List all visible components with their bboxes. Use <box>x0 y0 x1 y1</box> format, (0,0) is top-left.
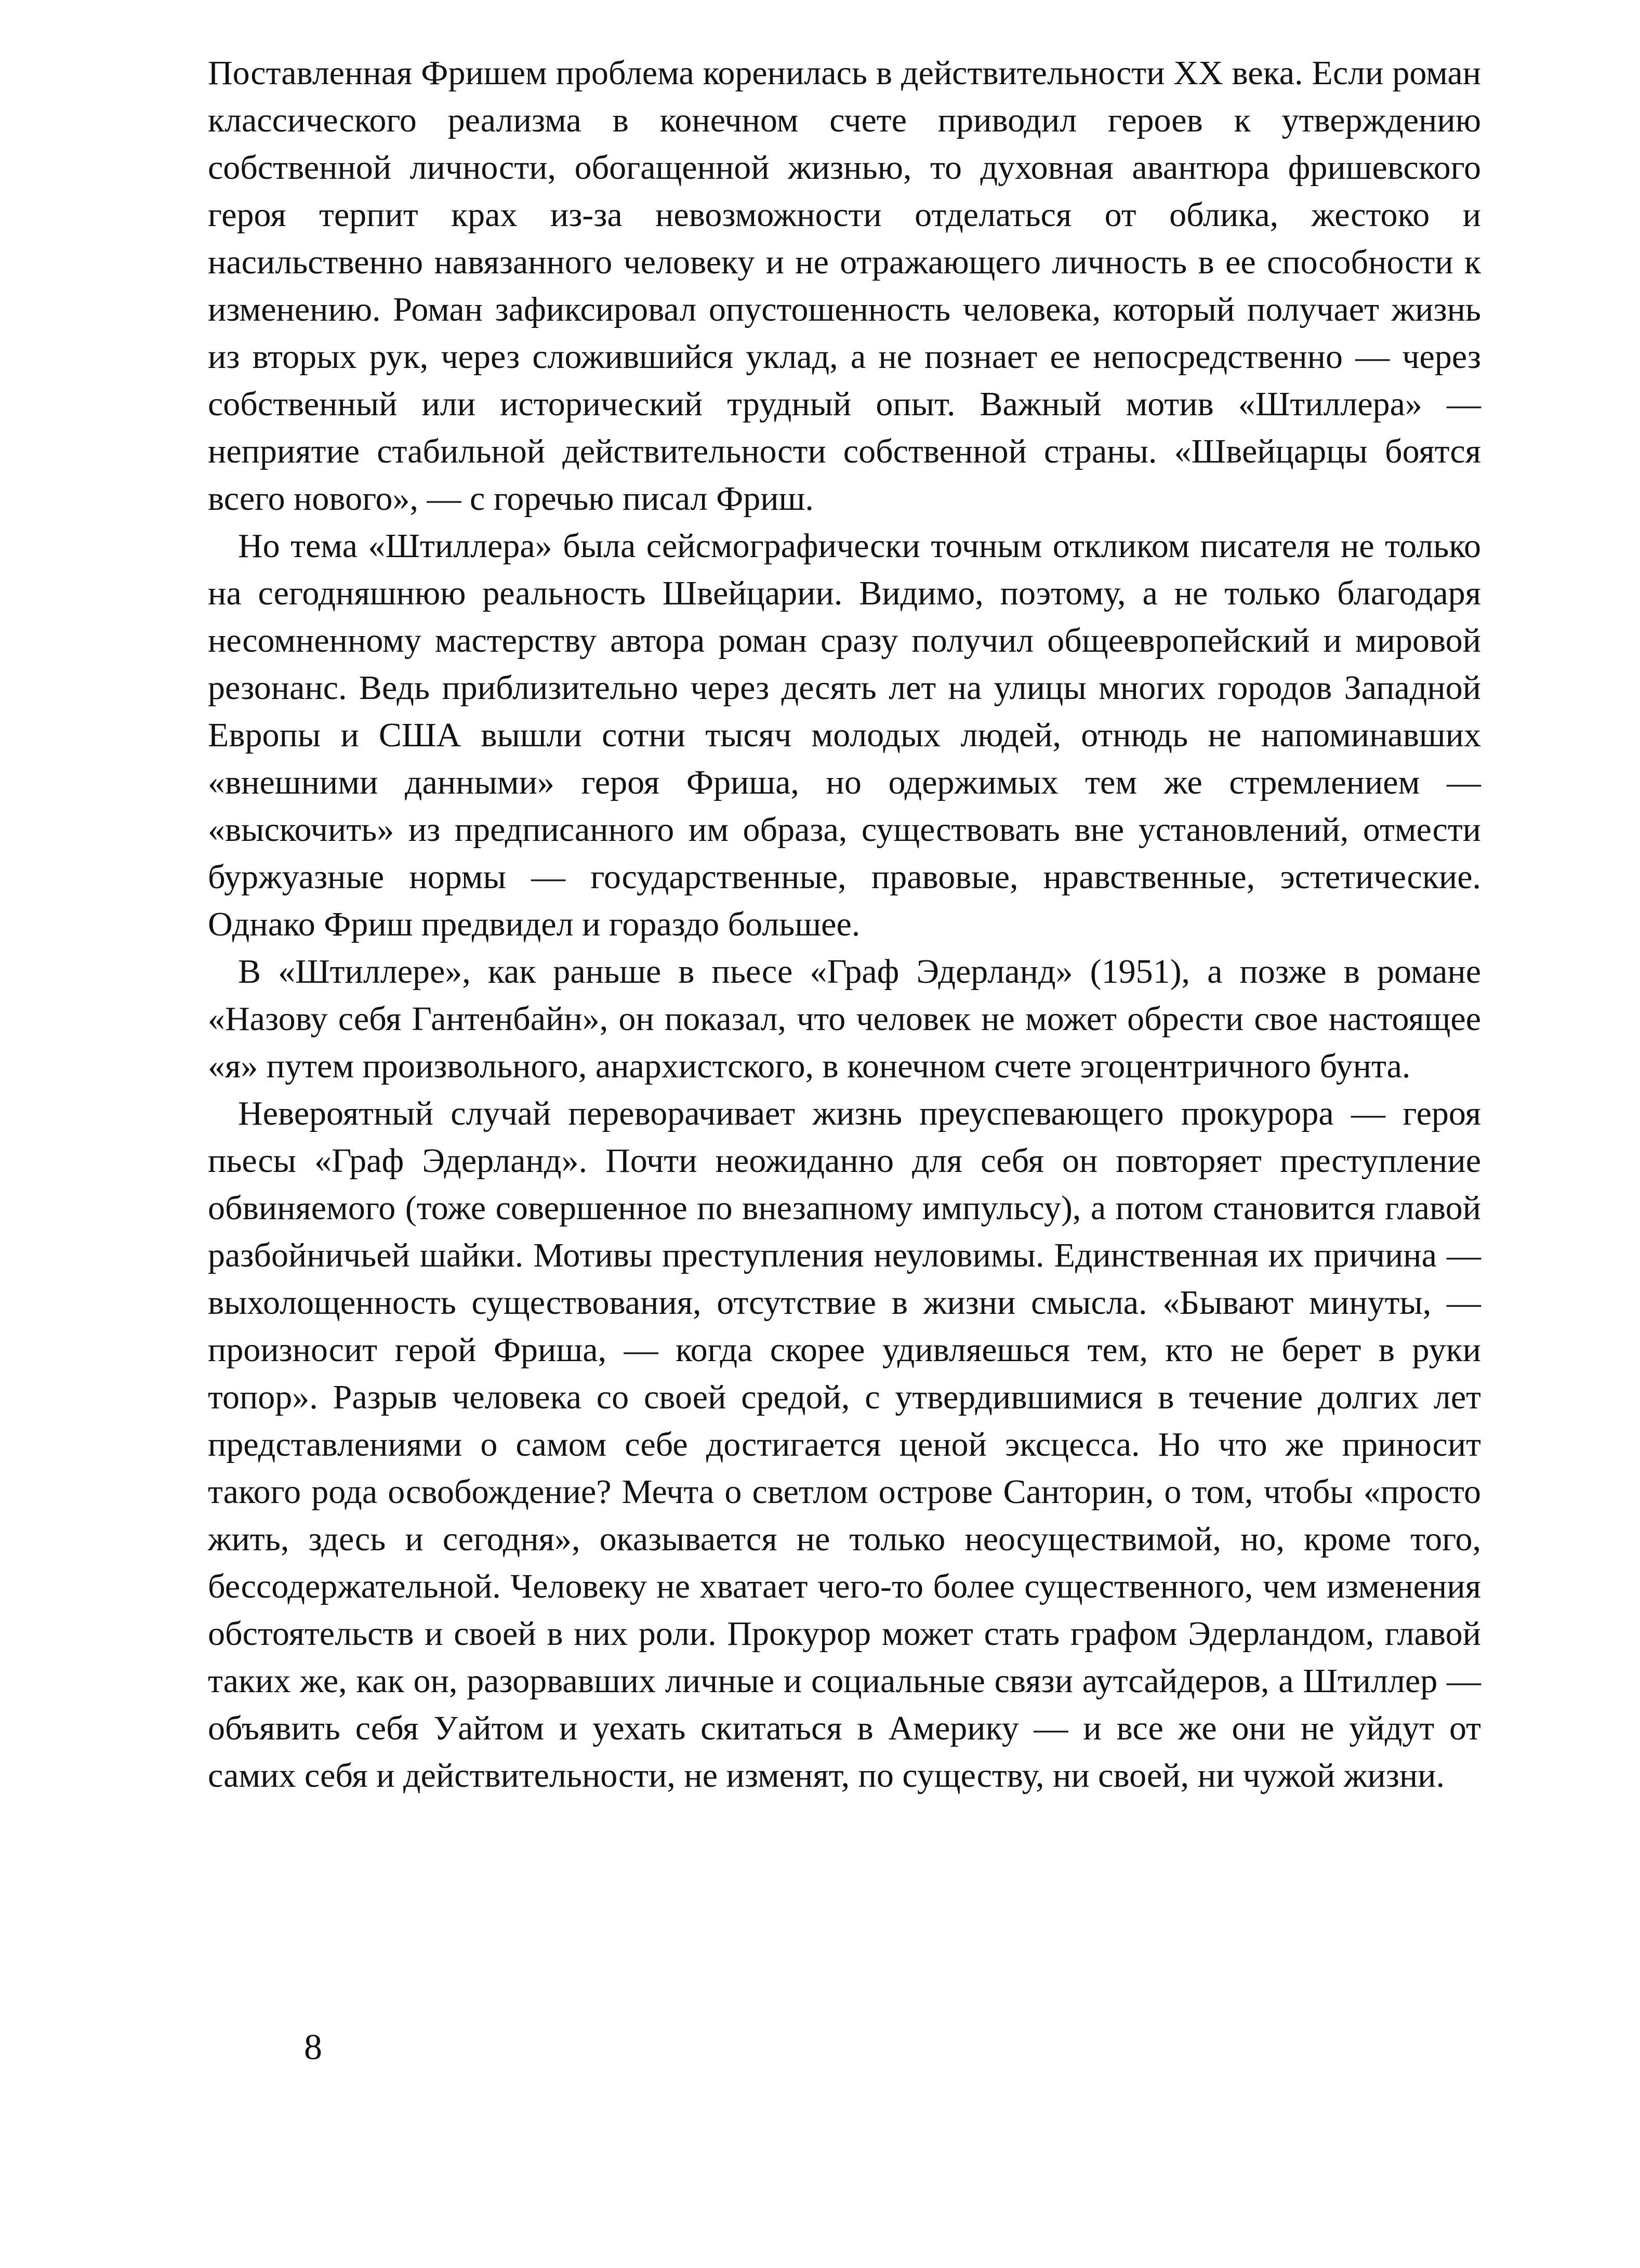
paragraph-1: Поставленная Фришем проблема коренилась в действительности XX века. Если роман классического реализма в конечном счете приводил героев к утверждению собственной личности, обогащенной жизнью, то духовная авантюра фришевского героя терпит крах из-за невозможности отделаться от облика, жестоко и насильственно навязанного человеку и не отражающего личность в ее способности к изменению. Роман зафиксировал опустошенность человека, который получает жизнь из вторых рук, через сложившийся уклад, а не познает ее непосредственно — через собственный или исторический трудный опыт. Важный мотив «Штиллера» — неприятие стабильной действительности собственной страны. «Швейцарцы боятся всего нового», — с горечью писал Фриш. <box>208 54 1481 518</box>
page-number: 8 <box>304 2027 322 2067</box>
paragraph-2: Но тема «Штиллера» была сейсмографически точным откликом писателя не только на сегодняшнюю реальность Швейцарии. Видимо, поэтому, а не только благодаря несомненному мастерству автора роман сразу получил общеевропейский и мировой резонанс. Ведь приблизительно через десять лет на улицы многих городов Западной Европы и США вышли сотни тысяч молодых людей, отнюдь не напоминавших «внешними данными» героя Фриша, но одержимых тем же стремлением — «выскочить» из предписанного им образа, существовать вне установлений, отмести буржуазные нормы — государственные, правовые, нравственные, эстетические. Однако Фриш предвидел и гораздо большее. <box>208 527 1481 943</box>
paragraph-3: В «Штиллере», как раньше в пьесе «Граф Эдерланд» (1951), а позже в романе «Назову себя Гантенбайн», он показал, что человек не может обрести свое настоящее «я» путем произвольного, анархистского, в конечном счете эгоцентричного бунта. <box>208 953 1481 1085</box>
document-page <box>208 49 1481 1799</box>
paragraph-4: Невероятный случай переворачивает жизнь преуспевающего прокурора — героя пьесы «Граф Эдерланд». Почти неожиданно для себя он повторяет преступление обвиняемого (тоже совершенное по внезапному импульсу), а потом становится главой разбойничьей шайки. Мотивы преступления неуловимы. Единственная их причина — выхолощенность существования, отсутствие в жизни смысла. «Бывают минуты, — произносит герой Фриша, — когда скорее удивляешься тем, кто не берет в руки топор». Разрыв человека со своей средой, с утвердившимися в течение долгих лет представлениями о самом себе достигается ценой эксцесса. Но что же приносит такого рода освобождение? Мечта о светлом острове Санторин, о том, чтобы «просто жить, здесь и сегодня», оказывается не только неосуществимой, но, кроме того, бессодержательной. Человеку не хватает чего-то более существенного, чем изменения обстоятельств и своей в них роли. Прокурор может стать графом Эдерландом, главой таких же, как он, разорвавших личные и социальные связи аутсайдеров, а Штиллер — объявить себя Уайтом и уехать скитаться в Америку — и все же они не уйдут от самих себя и действительности, не изменят, по существу, ни своей, ни чужой жизни. <box>208 1095 1481 1795</box>
